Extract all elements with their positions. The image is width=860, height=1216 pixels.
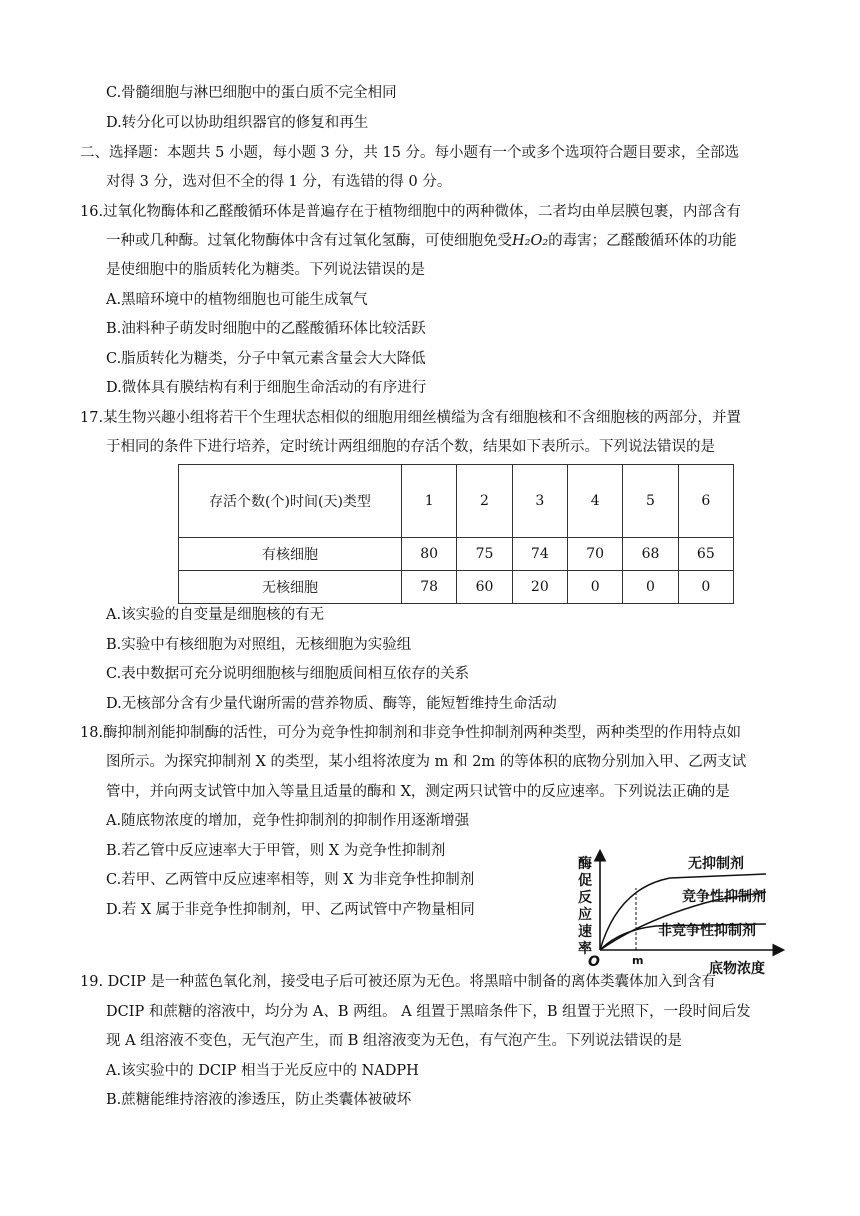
table-cell: 20 [512, 571, 567, 604]
figure-ylabel-char: 反 [578, 890, 592, 906]
table-cell: 80 [402, 538, 457, 571]
section-heading: 二、选择题：本题共 5 小题，每小题 3 分，共 15 分。每小题有一个或多个选项符合题目要求，全部选 [80, 145, 740, 161]
table-row-label: 有核细胞 [179, 538, 402, 571]
table-day-header: 4 [567, 465, 622, 538]
q18-option-a: A.随底物浓度的增加，竞争性抑制剂的抑制作用逐渐增强 [106, 813, 470, 829]
q17-option-a: A.该实验的自变量是细胞核的有无 [106, 607, 325, 623]
figure-ylabel-char: 应 [578, 907, 592, 923]
table-cell: 0 [678, 571, 733, 604]
q19-option-a: A.该实验中的 DCIP 相当于光反应中的 NADPH [106, 1063, 419, 1079]
q18-stem-3: 管中，并向两支试管中加入等量且适量的酶和 X，测定两只试管中的反应速率。下列说法正确的是 [106, 784, 730, 800]
table-cell: 78 [402, 571, 457, 604]
q18-option-b: B.若乙管中反应速率大于甲管，则 X 为竞争性抑制剂 [106, 843, 446, 859]
q17-option-d: D.无核部分含有少量代谢所需的营养物质、酶等，能短暂维持生命活动 [106, 696, 557, 712]
q16-stem: 16.过氧化物酶体和乙醛酸循环体是普遍存在于植物细胞中的两种微体，二者均由单层膜包裹，内部含有 [80, 204, 742, 220]
table-corner-header: 存活个数(个)时间(天)类型 [179, 465, 402, 538]
h2o2-formula: H₂O₂ [512, 233, 549, 249]
table-cell: 65 [678, 538, 733, 571]
table-cell: 0 [567, 571, 622, 604]
q18-option-c: C.若甲、乙两管中反应速率相等，则 X 为非竞争性抑制剂 [106, 872, 475, 888]
table-cell: 75 [457, 538, 512, 571]
q17-stem-2: 于相同的条件下进行培养，定时统计两组细胞的存活个数，结果如下表所示。下列说法错误的是 [106, 439, 715, 455]
table-cell: 74 [512, 538, 567, 571]
q16-option-c: C.脂质转化为糖类，分子中氧元素含量会大大降低 [106, 351, 426, 367]
curve-label-noncompetitive: 非竞争性抑制剂 [658, 923, 756, 939]
table-day-header: 5 [623, 465, 678, 538]
q18-option-d: D.若 X 属于非竞争性抑制剂，甲、乙两试管中产物量相同 [106, 902, 475, 918]
table-cell: 60 [457, 571, 512, 604]
enzyme-inhibitor-figure [566, 848, 788, 980]
q17-stem: 17.某生物兴趣小组将若干个生理状态相似的细胞用细丝横缢为含有细胞核和不含细胞核的两部分，并置 [80, 410, 742, 426]
option-15c: C.骨髓细胞与淋巴细胞中的蛋白质不完全相同 [106, 85, 397, 101]
table-day-header: 6 [678, 465, 733, 538]
q16-option-a: A.黑暗环境中的植物细胞也可能生成氧气 [106, 292, 368, 308]
q16-stem-3: 是使细胞中的脂质转化为糖类。下列说法错误的是 [106, 262, 425, 278]
figure-ylabel-char: 酶 [578, 856, 592, 872]
figure-xlabel: 底物浓度 [709, 961, 765, 977]
curve-label-no-inhibitor: 无抑制剂 [688, 856, 744, 872]
table-cell: 0 [623, 571, 678, 604]
figure-m-tick: m [632, 954, 644, 967]
q16-option-b: B.油料种子萌发时细胞中的乙醛酸循环体比较活跃 [106, 321, 426, 337]
figure-origin-label: O [588, 954, 600, 970]
table-day-header: 3 [512, 465, 567, 538]
section-heading-cont: 对得 3 分，选对但不全的得 1 分，有选错的得 0 分。 [106, 174, 452, 190]
q17-option-c: C.表中数据可充分说明细胞核与细胞质间相互依存的关系 [106, 666, 470, 682]
curve-label-competitive: 竞争性抑制剂 [682, 889, 766, 905]
q18-stem: 18.酶抑制剂能抑制酶的活性，可分为竞争性抑制剂和非竞争性抑制剂两种类型，两种类型的作用特点如 [80, 725, 742, 741]
option-15d: D.转分化可以协助组织器官的修复和再生 [106, 115, 369, 131]
figure-ylabel-char: 促 [578, 873, 592, 889]
figure-ylabel-char: 速 [578, 924, 592, 940]
q19-stem: 19. DCIP 是一种蓝色氧化剂，接受电子后可被还原为无色。将黑暗中制备的离体类囊体加入到含有 [80, 974, 716, 990]
table-day-header: 1 [402, 465, 457, 538]
q17-option-b: B.实验中有核细胞为对照组，无核细胞为实验组 [106, 637, 412, 653]
figure-ylabel-char: 率 [578, 941, 592, 957]
q19-stem-2: DCIP 和蔗糖的溶液中，均分为 A、B 两组。 A 组置于黑暗条件下，B 组置于光照下，一段时间后发 [106, 1004, 751, 1020]
table-day-header: 2 [457, 465, 512, 538]
q16-stem-2: 一种或几种酶。过氧化物酶体中含有过氧化氢酶，可使细胞免受H₂O₂的毒害；乙醛酸循环体的功能 [106, 233, 737, 249]
table-cell: 70 [567, 538, 622, 571]
table-cell: 68 [623, 538, 678, 571]
table-row-label: 无核细胞 [179, 571, 402, 604]
q16-option-d: D.微体具有膜结构有利于细胞生命活动的有序进行 [106, 380, 427, 396]
survival-table [178, 464, 734, 604]
q18-stem-2: 图所示。为探究抑制剂 X 的类型，某小组将浓度为 m 和 2m 的等体积的底物分别加入甲、乙两支试 [106, 754, 747, 770]
table-row [179, 538, 734, 571]
q19-stem-3: 现 A 组溶液不变色，无气泡产生，而 B 组溶液变为无色，有气泡产生。下列说法错误的是 [106, 1033, 683, 1049]
table-row [179, 571, 734, 604]
q19-option-b: B.蔗糖能维持溶液的渗透压，防止类囊体被破坏 [106, 1092, 412, 1108]
